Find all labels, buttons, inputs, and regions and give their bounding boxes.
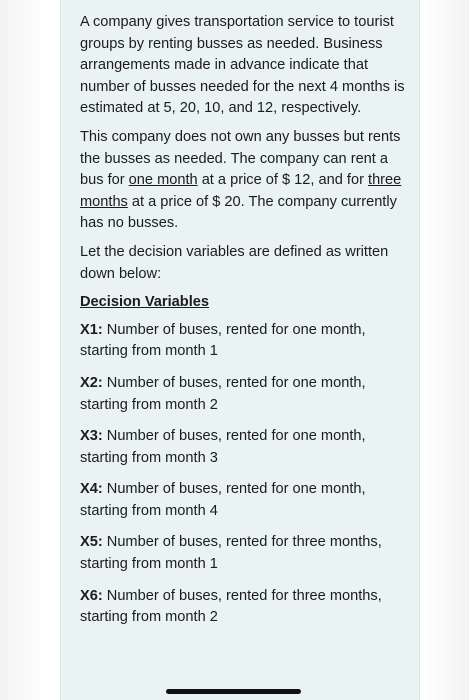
one-month-underlined: one month [128, 172, 198, 189]
variable-name: X4: [80, 481, 103, 498]
left-margin [0, 0, 48, 700]
three-months-underlined: three months [80, 172, 402, 210]
intro-paragraph: A company gives transportation service to tourist groups by renting busses as needed. Business arrangements made in advance indicate that number of busses needed for the next 4 months is estimated at 5, 20, 10, and 12, respectively. [80, 14, 405, 117]
variable-description: Number of buses, rented for three months, starting from month 1 [80, 534, 382, 573]
variable-description: Number of buses, rented for one month, starting from month 1 [80, 321, 366, 360]
rental-text-b: at a price of $ 12, and for [197, 172, 369, 189]
decision-variables-heading: Decision Variables [80, 294, 209, 311]
variable-item [80, 426, 414, 469]
variable-description: Number of buses, rented for one month, starting from month 2 [80, 374, 366, 413]
variable-item [80, 586, 414, 629]
variable-description: Number of buses, rented for one month, starting from month 3 [80, 428, 366, 466]
rental-text-c: at a price of $ 20. The company currently has no busses. [80, 193, 397, 232]
problem-panel [60, 0, 420, 700]
variable-name: X2: [80, 374, 103, 391]
variable-name: X3: [80, 428, 103, 445]
rental-paragraph [80, 127, 414, 235]
variable-description: Number of buses, rented for one month, starting from month 4 [80, 481, 366, 519]
variables-intro-paragraph: Let the decision variables are defined as written down below: [80, 243, 389, 282]
variable-item [80, 479, 414, 522]
variable-name: X5: [80, 534, 103, 551]
variable-item [80, 532, 414, 575]
variable-item [80, 373, 414, 416]
problem-text [80, 12, 414, 639]
variable-description: Number of buses, rented for three months, starting from month 2 [80, 587, 382, 626]
home-indicator-bar[interactable] [166, 689, 301, 694]
variable-name: X6: [80, 587, 103, 604]
rental-text-a: This company does not own any busses but rents the busses as needed. The company can rent a bus for [80, 128, 401, 189]
right-margin [421, 0, 469, 700]
variable-item [80, 320, 414, 363]
variable-name: X1: [80, 321, 103, 338]
